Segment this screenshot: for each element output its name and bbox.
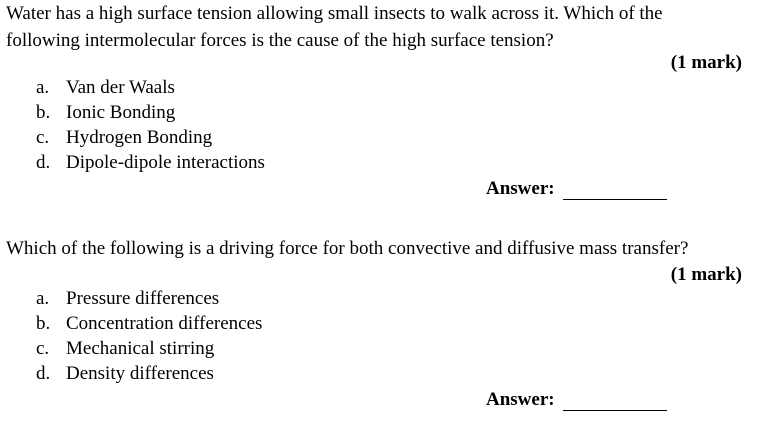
question-2-marks: (1 mark): [670, 264, 742, 285]
option-text: Pressure differences: [66, 288, 220, 309]
option-letter: a.: [36, 77, 50, 98]
option-letter: d.: [36, 363, 51, 384]
option-text: Hydrogen Bonding: [66, 127, 213, 148]
question-1-marks: (1 mark): [670, 52, 742, 73]
question-1-text-line1: Water has a high surface tension allowing small insects to walk across it. Which of the: [6, 3, 663, 24]
question-2-options: [36, 286, 262, 386]
option-text: Concentration differences: [66, 313, 263, 334]
option-item: [36, 75, 265, 100]
option-item: [36, 125, 265, 150]
option-item: [36, 286, 262, 311]
question-2-text: [6, 235, 688, 262]
option-letter: b.: [36, 102, 51, 123]
option-text: Ionic Bonding: [66, 102, 176, 123]
answer-blank[interactable]: [563, 394, 667, 411]
option-letter: a.: [36, 288, 50, 309]
option-text: Density differences: [66, 363, 214, 384]
question-1-text: [6, 0, 663, 54]
option-text: Van der Waals: [66, 77, 175, 98]
question-1-options: [36, 75, 265, 175]
option-text: Dipole-dipole interactions: [66, 152, 265, 173]
option-letter: c.: [36, 127, 50, 148]
option-letter: c.: [36, 338, 50, 359]
option-letter: b.: [36, 313, 51, 334]
question-1-text-line2: following intermolecular forces is the cause of the high surface tension?: [6, 30, 554, 51]
question-2-answer: [486, 389, 667, 411]
option-item: [36, 336, 262, 361]
option-letter: d.: [36, 152, 51, 173]
option-item: [36, 150, 265, 175]
option-item: [36, 100, 265, 125]
answer-blank[interactable]: [563, 183, 667, 200]
answer-label: Answer:: [486, 389, 555, 410]
option-text: Mechanical stirring: [66, 338, 215, 359]
option-item: [36, 361, 262, 386]
answer-label: Answer:: [486, 178, 555, 199]
question-1-answer: [486, 178, 667, 200]
question-2-text-line1: Which of the following is a driving force for both convective and diffusive mass transfer?: [6, 238, 689, 259]
option-item: [36, 311, 262, 336]
